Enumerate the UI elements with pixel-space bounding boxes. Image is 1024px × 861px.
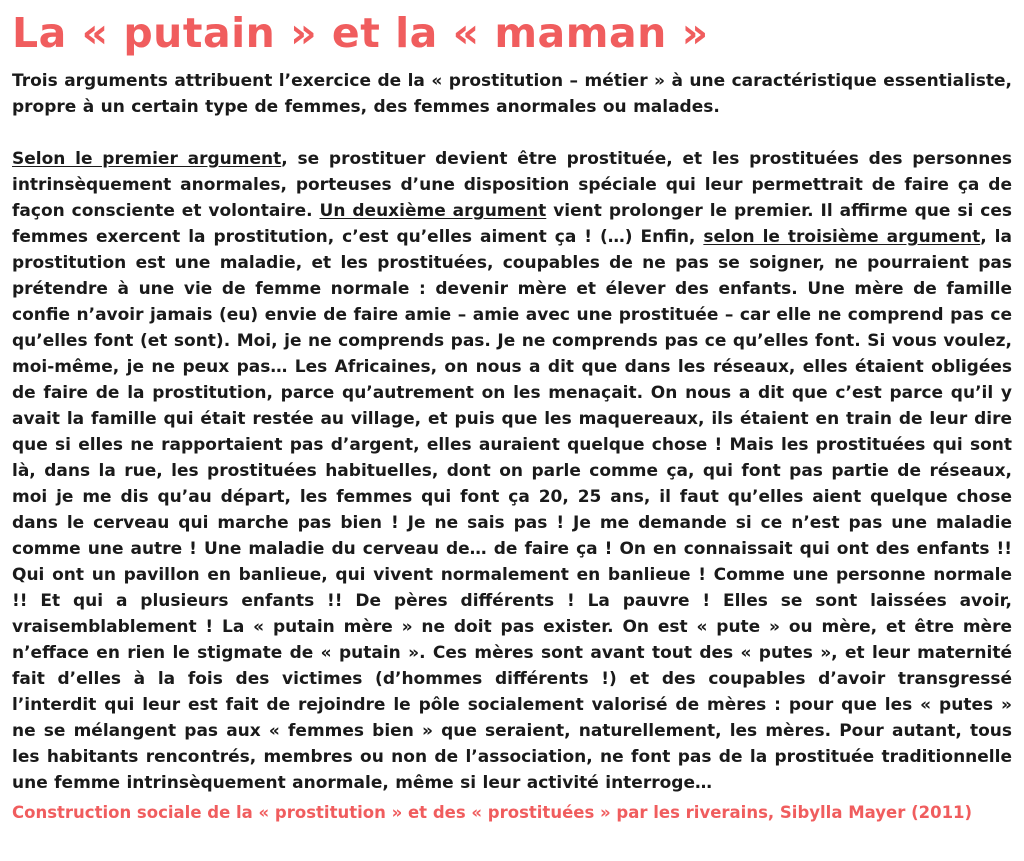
argument-1-underlined: Selon le premier argument [12, 149, 282, 169]
intro-paragraph: Trois arguments attribuent l’exercice de la « prostitution – métier » à une caractéristique essentialiste, propre à un certain type de femmes, des femmes anormales ou malades. [12, 71, 1012, 117]
page-title: La « putain » et la « maman » [12, 9, 709, 57]
body-paragraph [12, 146, 1012, 796]
source-citation: Construction sociale de la « prostitution » et des « prostituées » par les riverains, Sibylla Mayer (2011) [12, 803, 973, 822]
body-text-3: , la prostitution est une maladie, et les prostituées, coupables de ne pas se soigner, ne pourraient pas prétendre à une vie de femme normale : devenir mère et élever des enfants. Une mère de famille confie n’avoir jamais (eu) envie de faire amie – amie avec une prostituée – car elle ne comprend pas ce qu’elles font (et sont). Moi, je ne comprends pas. Je ne comprends pas ce qu’elles font. Si vous voulez, moi-même, je ne peux pas… Les Africaines, on nous a dit que dans les réseaux, elles étaient obligées de faire de la prostitution, parce qu’autrement on les menaçait. On nous a dit que c’est parce qu’il y avait la famille qui était restée au village, et puis que les maquereaux, ils étaient en train de leur dire que si elles ne rapportaient pas d’argent, elles auraient quelque chose ! Mais les prostituées qui sont là, dans la rue, les prostituées habituelles, dont on parle comme ça, qui font pas partie de réseaux, moi je me dis qu’au départ, les femmes qui font ça 20, 25 ans, il faut qu’elles aient quelque chose dans le cerveau qui marche pas bien ! Je ne sais pas ! Je me demande si ce n’est pas une maladie comme une autre ! Une maladie du cerveau de… de faire ça ! On en connaissait qui ont des enfants !! Qui ont un pavillon en banlieue, qui vivent normalement en banlieue ! Comme une personne normale !! Et qui a plusieurs enfants !! De pères différents ! La pauvre ! Elles se sont laissées avoir, vraisemblablement ! La « putain mère » ne doit pas exister. On est « pute » ou mère, et être mère n’efface en rien le stigmate de « putain ». Ces mères sont avant tout des « putes », et leur maternité fait d’elles à la fois des victimes (d’hommes différents !) et des coupables d’avoir transgressé l’interdit qui leur est fait de rejoindre le pôle socialement valorisé de mères : pour que les « putes » ne se mélangent pas aux « femmes bien » que seraient, naturellement, les mères. Pour autant, tous les habitants rencontrés, membres ou non de l’association, ne font pas de la prostituée traditionnelle une femme intrinsèquement anormale, même si leur activité interroge… [12, 227, 1012, 793]
body-text-2: vient prolonger le premier. Il affirme que si ces femmes exercent la prostitution, c’est qu’elles aiment ça ! (…) Enfin, [12, 201, 1012, 247]
argument-2-underlined: Un deuxième argument [319, 201, 547, 221]
argument-3-underlined: selon le troisième argument [703, 227, 981, 247]
body-text-1: , se prostituer devient être prostituée, et les prostituées des personnes intrinsèquement anormales, porteuses d’une disposition spéciale qui leur permettrait de faire ça de façon consciente et volontaire. [12, 149, 1012, 221]
